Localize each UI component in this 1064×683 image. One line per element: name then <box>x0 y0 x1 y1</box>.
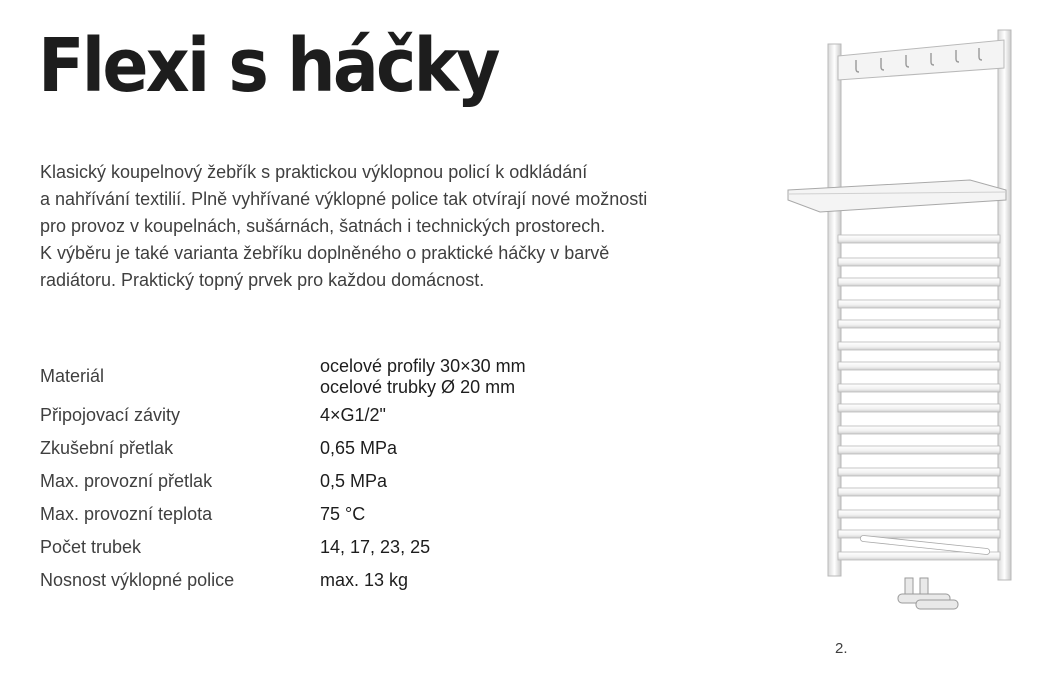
spec-label: Max. provozní teplota <box>40 504 213 524</box>
hook-bar <box>838 40 1004 80</box>
description-line: radiátoru. Praktický topný prvek pro každou domácnost. <box>40 270 485 290</box>
spec-value: 0,5 MPa <box>320 471 388 491</box>
spec-row-material <box>40 354 526 399</box>
spec-label: Materiál <box>40 366 105 386</box>
spec-row-test-pressure <box>40 432 526 465</box>
towel-radiator-image <box>780 22 1030 622</box>
spec-value: 4×G1/2" <box>320 405 386 425</box>
spec-row-threads <box>40 399 526 432</box>
product-description <box>40 159 720 294</box>
spec-label: Zkušební přetlak <box>40 438 174 458</box>
fold-out-shelf <box>788 180 1006 212</box>
spec-value <box>320 356 526 398</box>
description-line: a nahřívání textilií. Plně vyhřívané výklopné police tak otvírají nové možnosti <box>40 189 648 209</box>
spec-value-line: ocelové profily 30×30 mm <box>320 355 526 376</box>
radiator-tubes <box>838 235 1000 560</box>
page-title: Flexi s háčky <box>38 23 498 109</box>
spec-value: max. 13 kg <box>320 570 409 590</box>
spec-value-line: ocelové trubky Ø 20 mm <box>320 376 516 397</box>
spec-row-shelf-capacity <box>40 564 526 597</box>
spec-label: Připojovací závity <box>40 405 181 425</box>
spec-value: 14, 17, 23, 25 <box>320 537 431 557</box>
spec-row-max-pressure <box>40 465 526 498</box>
valve-connection <box>898 578 958 609</box>
spec-value: 0,65 MPa <box>320 438 398 458</box>
spec-value: 75 °C <box>320 504 366 524</box>
spec-label: Max. provozní přetlak <box>40 471 213 491</box>
description-line: pro provoz v koupelnách, sušárnách, šatnách i technických prostorech. <box>40 216 606 236</box>
description-line: Klasický koupelnový žebřík s praktickou výklopnou policí k odkládání <box>40 162 588 182</box>
spec-label: Počet trubek <box>40 537 142 557</box>
spec-row-max-temperature <box>40 498 526 531</box>
page-number: 2. <box>835 640 848 657</box>
spec-row-tube-count <box>40 531 526 564</box>
description-line: K výběru je také varianta žebříku doplněného o praktické háčky v barvě <box>40 243 610 263</box>
spec-label: Nosnost výklopné police <box>40 570 235 590</box>
spec-table <box>40 354 526 597</box>
